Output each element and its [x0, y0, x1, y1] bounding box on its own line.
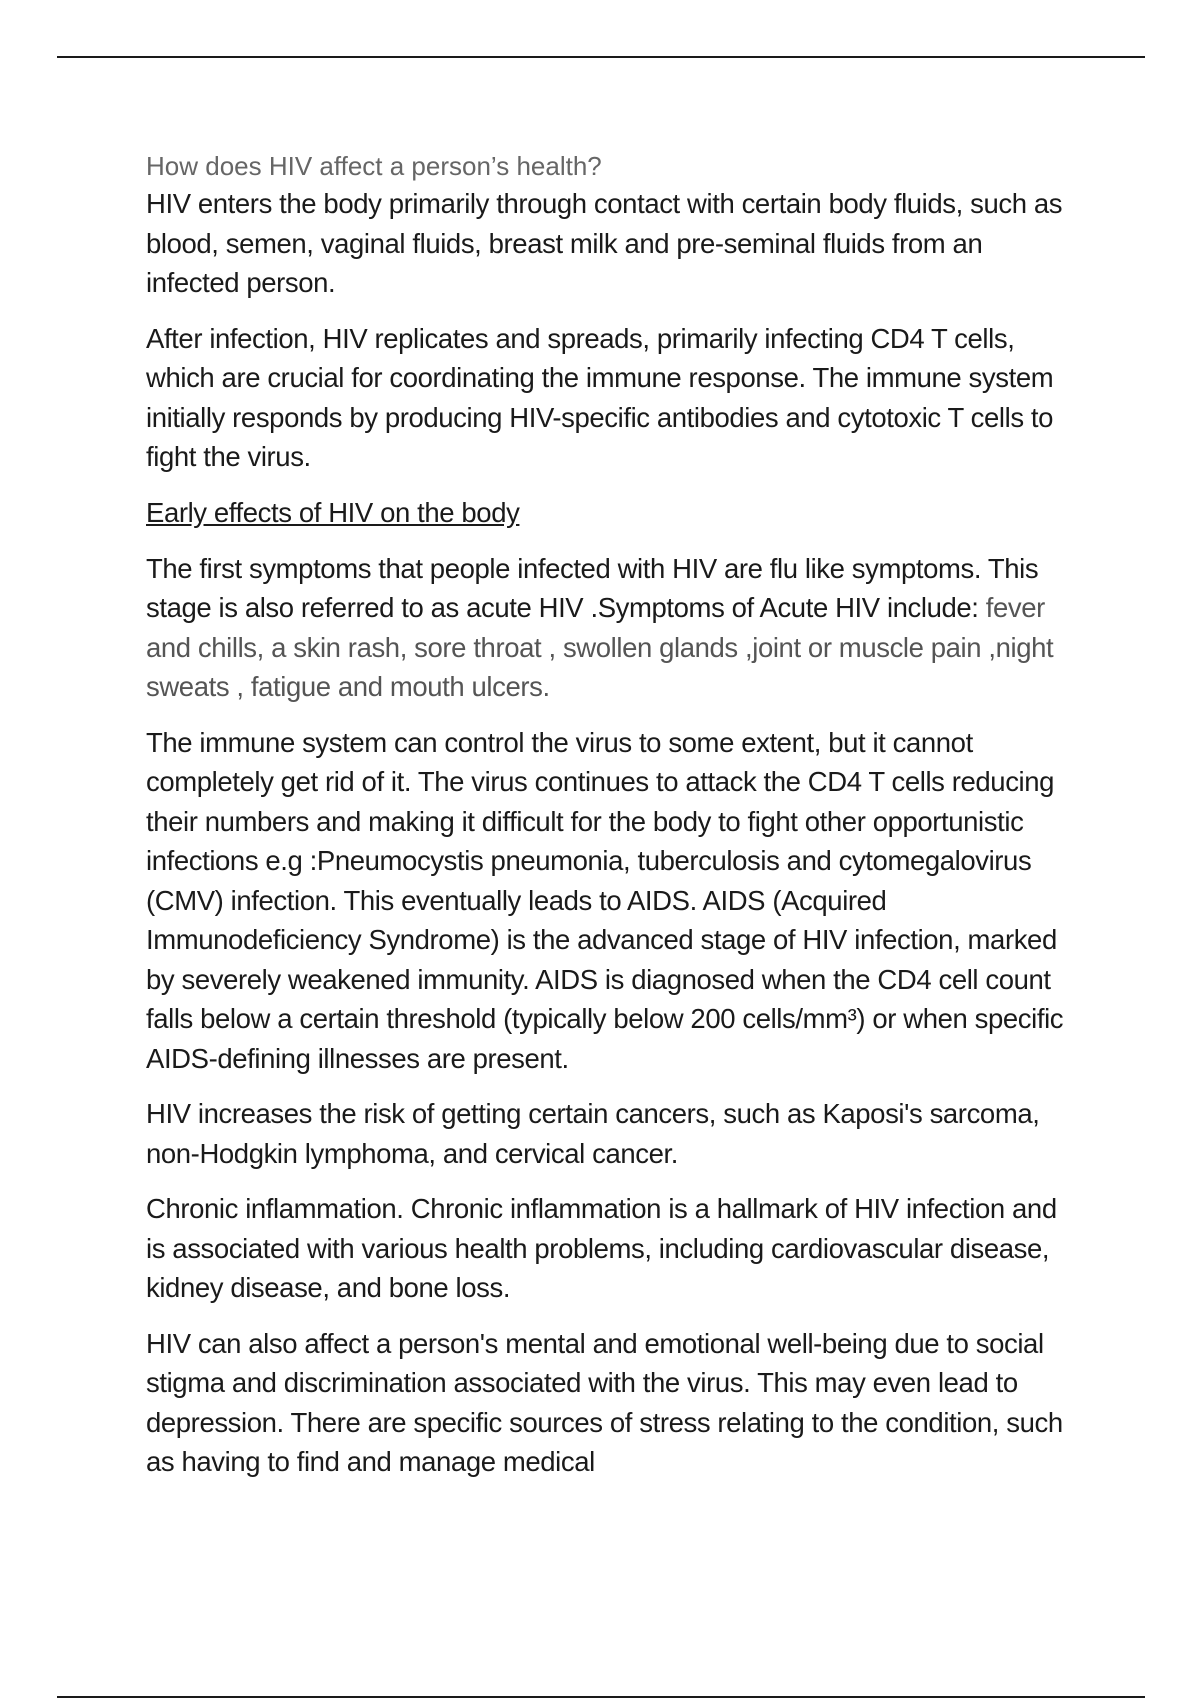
paragraph-mental-health: HIV can also affect a person's mental and emotional well-being due to social stigma and discrimination associated with the virus. This may even lead to depression. There are specific sources of stress relating to the condition, such as having to find and manage medical [146, 1327, 1063, 1477]
paragraph-aids: The immune system can control the virus to some extent, but it cannot completely get rid of it. The virus continues to attack the CD4 T cells reducing their numbers and making it difficult for the body to fight other opportunistic infections e.g :Pneumocystis pneumonia, tuberculosis and cytomegalovirus (CMV) infection. This eventually leads to AIDS. AIDS (Acquired Immunodeficiency Syndrome) is the advanced stage of HIV infection, marked by severely weakened immunity. AIDS is diagnosed when the CD4 cell count falls below a certain threshold (typically below 200 cells/mm³) or when specific AIDS-defining illnesses are present. [146, 726, 1064, 1074]
header-rule [57, 56, 1145, 58]
paragraph-inflammation: Chronic inflammation. Chronic inflammation is a hallmark of HIV infection and is associated with various health problems, including cardiovascular disease, kidney disease, and bone loss. [146, 1193, 1057, 1303]
footer-rule [57, 1696, 1145, 1698]
document-body [146, 148, 1066, 1498]
acute-hiv-symptoms: fever and chills, a skin rash, sore throat , swollen glands ,joint or muscle pain ,night sweats , fatigue and mouth ulcers. [146, 592, 1054, 702]
section-heading: How does HIV affect a person’s health? [146, 151, 602, 181]
subheading-early-effects: Early effects of HIV on the body [146, 496, 520, 528]
paragraph-infection: After infection, HIV replicates and spreads, primarily infecting CD4 T cells, which are crucial for coordinating the immune response. The immune system initially responds by producing HIV-specific antibodies and cytotoxic T cells to fight the virus. [146, 322, 1054, 472]
paragraph-acute-hiv [146, 549, 1066, 707]
paragraph-transmission: HIV enters the body primarily through contact with certain body fluids, such as blood, semen, vaginal fluids, breast milk and pre-seminal fluids from an infected person. [146, 188, 1063, 298]
acute-hiv-intro: The first symptoms that people infected with HIV are flu like symptoms. This stage is also referred to as acute HIV .Symptoms of Acute HIV include: [146, 552, 1039, 623]
paragraph-cancers: HIV increases the risk of getting certain cancers, such as Kaposi's sarcoma, non-Hodgkin lymphoma, and cervical cancer. [146, 1098, 1040, 1169]
